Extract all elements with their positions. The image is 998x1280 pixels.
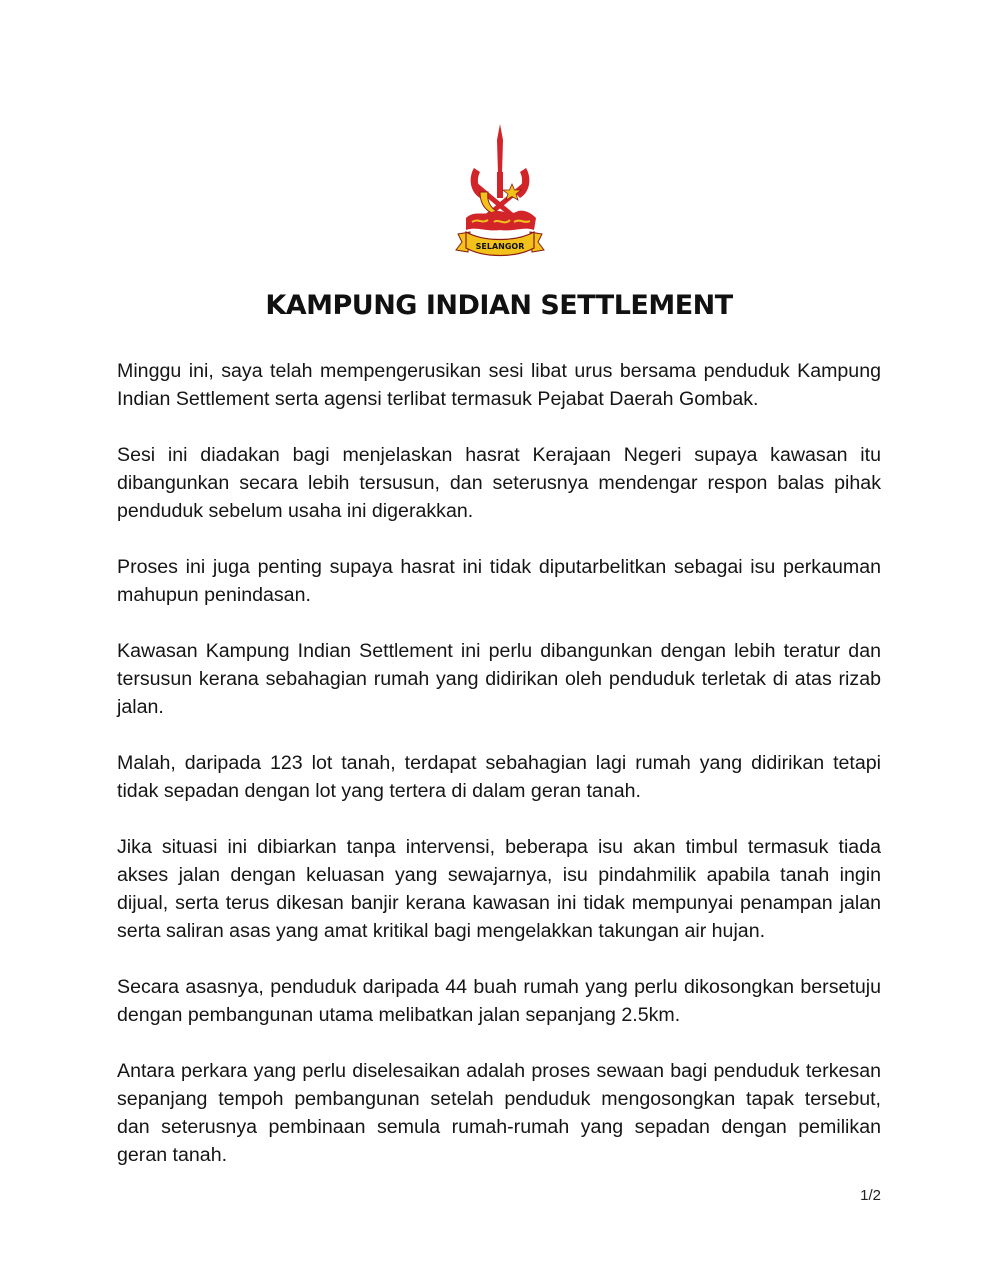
paragraph-3: Proses ini juga penting supaya hasrat ini tidak diputarbelitkan sebagai isu perkauman mahupun penindasan. — [117, 556, 881, 606]
paragraph-5: Malah, daripada 123 lot tanah, terdapat sebahagian lagi rumah yang didirikan tetapi tidak sepadan dengan lot yang tertera di dalam geran tanah. — [117, 752, 881, 802]
page-number: 1/2 — [860, 1187, 881, 1204]
paragraph-8: Antara perkara yang perlu diselesaikan adalah proses sewaan bagi penduduk terkesan sepanjang tempoh pembangunan setelah penduduk mengosongkan tapak tersebut, dan seterusnya pembinaan semula rumah-rumah yang sepadan dengan pemilikan geran tanah. — [117, 1060, 881, 1166]
document-body — [117, 357, 881, 1197]
selangor-crest-icon — [454, 122, 546, 262]
document-title: KAMPUNG INDIAN SETTLEMENT — [265, 290, 733, 321]
crest-ribbon-text: SELANGOR — [475, 242, 525, 251]
paragraph-4: Kawasan Kampung Indian Settlement ini perlu dibangunkan dengan lebih teratur dan tersusun kerana sebahagian rumah yang didirikan oleh penduduk terletak di atas rizab jalan. — [117, 640, 881, 718]
paragraph-6: Jika situasi ini dibiarkan tanpa intervensi, beberapa isu akan timbul termasuk tiada akses jalan dengan keluasan yang sewajarnya, isu pindahmilik apabila tanah ingin dijual, serta terus dikesan banjir kerana kawasan ini tidak mempunyai penampan jalan serta saliran asas yang amat kritikal bagi mengelakkan takungan air hujan. — [117, 836, 881, 942]
paragraph-1: Minggu ini, saya telah mempengerusikan sesi libat urus bersama penduduk Kampung Indian Settlement serta agensi terlibat termasuk Pejabat Daerah Gombak. — [117, 360, 881, 410]
paragraph-2: Sesi ini diadakan bagi menjelaskan hasrat Kerajaan Negeri supaya kawasan itu dibangunkan secara lebih tersusun, dan seterusnya mendengar respon balas pihak penduduk sebelum usaha ini digerakkan. — [117, 444, 881, 522]
paragraph-7: Secara asasnya, penduduk daripada 44 buah rumah yang perlu dikosongkan bersetuju dengan pembangunan utama melibatkan jalan sepanjang 2.5km. — [117, 976, 881, 1026]
